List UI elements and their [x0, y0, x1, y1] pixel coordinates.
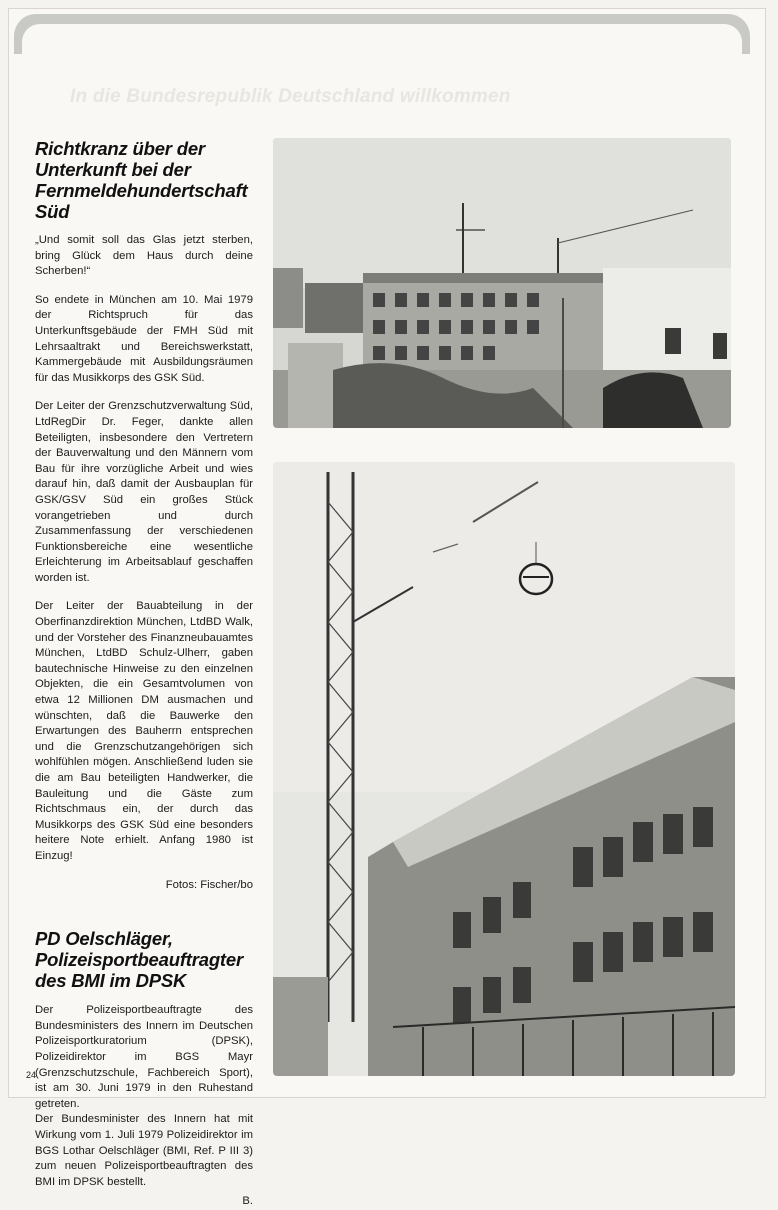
ghost-title: In die Bundesrepublik Deutschland willkommen	[70, 86, 511, 107]
crane-richtkranz-photo	[273, 462, 735, 1076]
article2-headline: PD Oelschläger, Polizeisportbeauftragter des BMI im DPSK	[35, 928, 243, 992]
article1-paragraph: „Und somit soll das Glas jetzt sterben, bring Glück dem Haus durch deine Scherben!“	[35, 234, 253, 278]
article2-paragraph: Der Polizeisportbeauftragte des Bundesministers des Innern im Deutschen Polizeisportkuratorium (DPSK), Polizeidirektor im BGS Mayr (Grenzschutzschule, Fachbereich Sport), ist am 30. Juni 1979 in den Ruhestand getreten.	[35, 1004, 253, 1110]
article1-paragraph: Der Leiter der Bauabteilung in der Oberfinanzdirektion München, LtdBD Walk, und der Vorsteher des Finanzneubauamtes München, LtdBD Schulz-Ulherr, gaben bautechnische Hinweise zu den einzelnen Objekten, die ein Gesamtvolumen von etwa 12 Millionen DM ausmachen und wünschten, daß die Bauwerke den Erwartungen des Bauherrn entsprechen und die Grenzschutzangehörigen sich wohlfühlen mögen. Anschließend luden sie die am Bau beteiligten Handwerker, die Bauleitung und die Gäste zum Richtschmaus ein, der durch das Musikkorps des GSK Süd eine besonders heitere Note erhielt. Anfang 1980 ist Einzug!	[35, 600, 253, 862]
article1-paragraph: Der Leiter der Grenzschutzverwaltung Süd, LtdRegDir Dr. Feger, dankte allen Beteiligten, insbesondere den Vertretern der Bauverwaltung und den Männern vom Bau für ihre vorzügliche Arbeit und wies darauf hin, daß damit der Ausbauplan für GSK/GSV Süd ein großes Stück vorangetrieben und durch Zusammenfassung der verschiedenen Funktionsbereiche eine wesentliche Erleichterung im Arbeitsablauf geschaffen worden ist.	[35, 400, 253, 584]
building-construction-photo	[273, 138, 731, 428]
photo-bottom	[273, 462, 735, 1076]
left-column	[35, 138, 253, 1210]
photo-top	[273, 138, 731, 428]
article2-signature: B.	[242, 1195, 253, 1208]
article1-headline: Richtkranz über der Unterkunft bei der Fernmeldehundertschaft Süd	[35, 138, 248, 222]
article1-paragraph: So endete in München am 10. Mai 1979 der Richtspruch für das Unterkunftsgebäude der FMH Süd mit Lehrsaaltrakt und Bereichswerkstatt, Kammergebäude mit Ausbildungsräumen für das Musikkorps des GSK Süd.	[35, 293, 253, 384]
article2-body	[35, 1003, 253, 1210]
header-band	[14, 14, 750, 54]
photo-credit: Fotos: Fischer/bo	[165, 878, 253, 891]
article2-paragraph: Der Bundesminister des Innern hat mit Wirkung vom 1. Juli 1979 Polizeidirektor im BGS Lothar Oelschläger (BMI, Ref. P III 3) zum neuen Polizeisportbeauftragten des BMI im DPSK bestellt.	[35, 1113, 253, 1188]
article1-body	[35, 233, 253, 893]
page-number: 24	[26, 1070, 37, 1080]
